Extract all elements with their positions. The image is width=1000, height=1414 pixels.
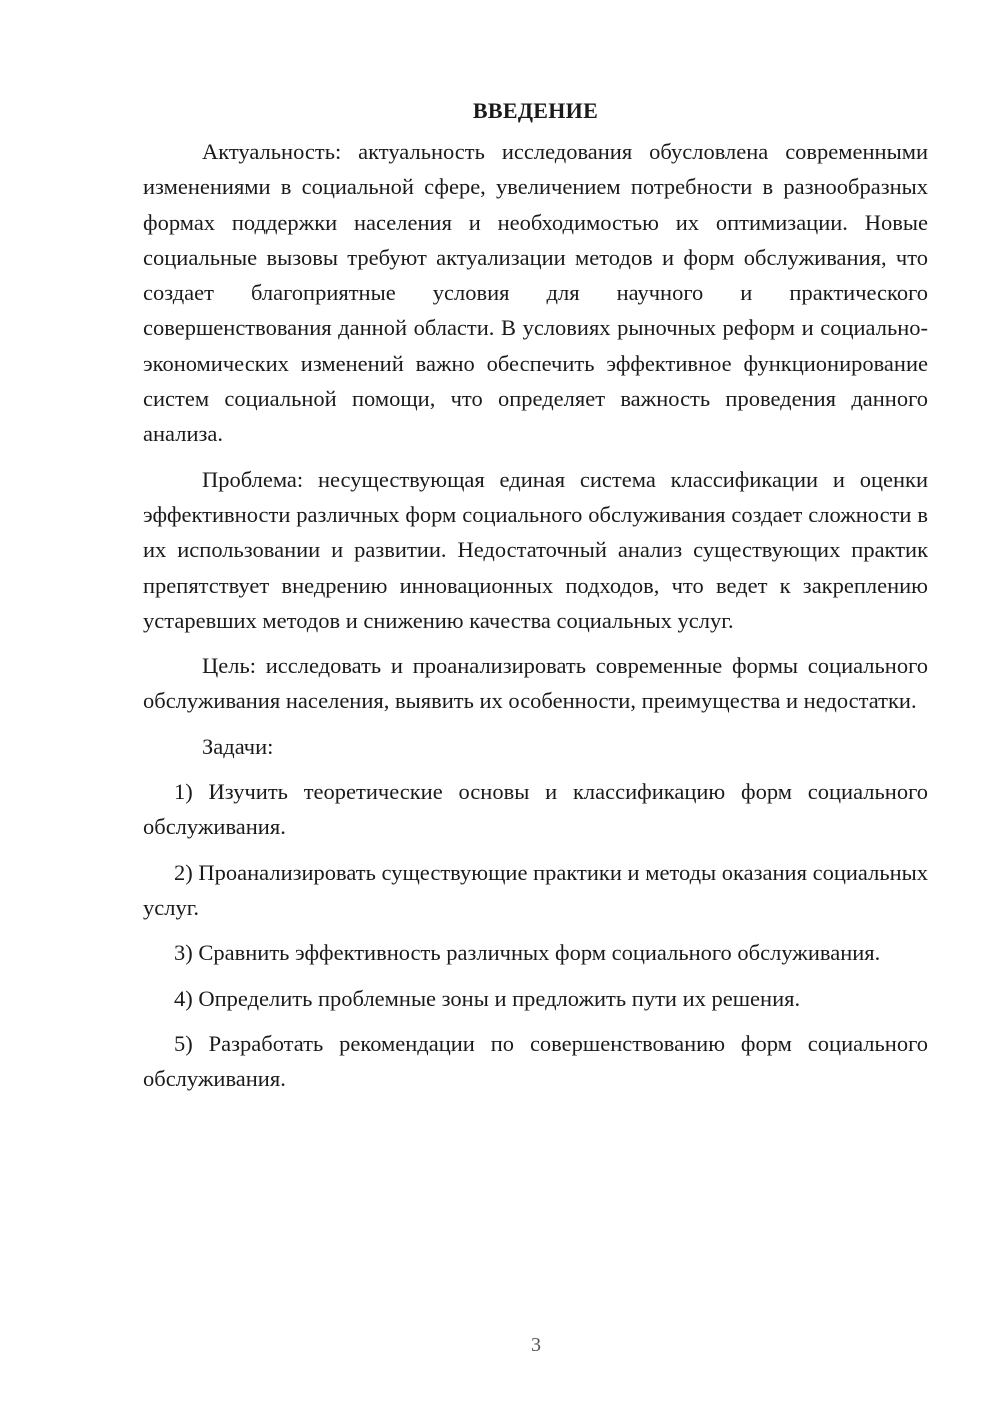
- task-item-4: 4) Определить проблемные зоны и предложить пути их решения.: [174, 985, 801, 1011]
- task-list: [143, 774, 928, 1096]
- problem-paragraph: Проблема: несуществующая единая система классификации и оценки эффективности различных форм социального обслуживания создает сложности в их использовании и развитии. Недостаточный анализ существующих практик препятствует внедрению инновационных подходов, что ведет к закреплению устаревших методов и снижению качества социальных услуг.: [143, 466, 928, 633]
- task-item-3: 3) Сравнить эффективность различных форм социального обслуживания.: [174, 940, 881, 966]
- page-number: 3: [531, 1334, 541, 1356]
- tasks-heading: Задачи:: [202, 733, 274, 759]
- relevance-paragraph: Актуальность: актуальность исследования обусловлена современными изменениями в социальной сфере, увеличением потребности в разнообразных формах поддержки населения и необходимостью их оптимизации. Новые социальные вызовы требуют актуализации методов и форм обслуживания, что создает благоприятные условия для научного и практического совершенствования данной области. В условиях рыночных реформ и социально-экономических изменений важно обеспечить эффективное функционирование систем социальной помощи, что определяет важность проведения данного анализа.: [143, 139, 928, 447]
- goal-paragraph: Цель: исследовать и проанализировать современные формы социального обслуживания населения, выявить их особенности, преимущества и недостатки.: [143, 653, 928, 714]
- document-page: [143, 96, 928, 1106]
- section-title: ВВЕДЕНИЕ: [472, 98, 599, 123]
- task-item-5: 5) Разработать рекомендации по совершенствованию форм социального обслуживания.: [143, 1030, 928, 1092]
- task-item-1: 1) Изучить теоретические основы и классификацию форм социального обслуживания.: [143, 779, 928, 840]
- task-item-2: 2) Проанализировать существующие практики и методы оказания социальных услуг.: [143, 859, 928, 920]
